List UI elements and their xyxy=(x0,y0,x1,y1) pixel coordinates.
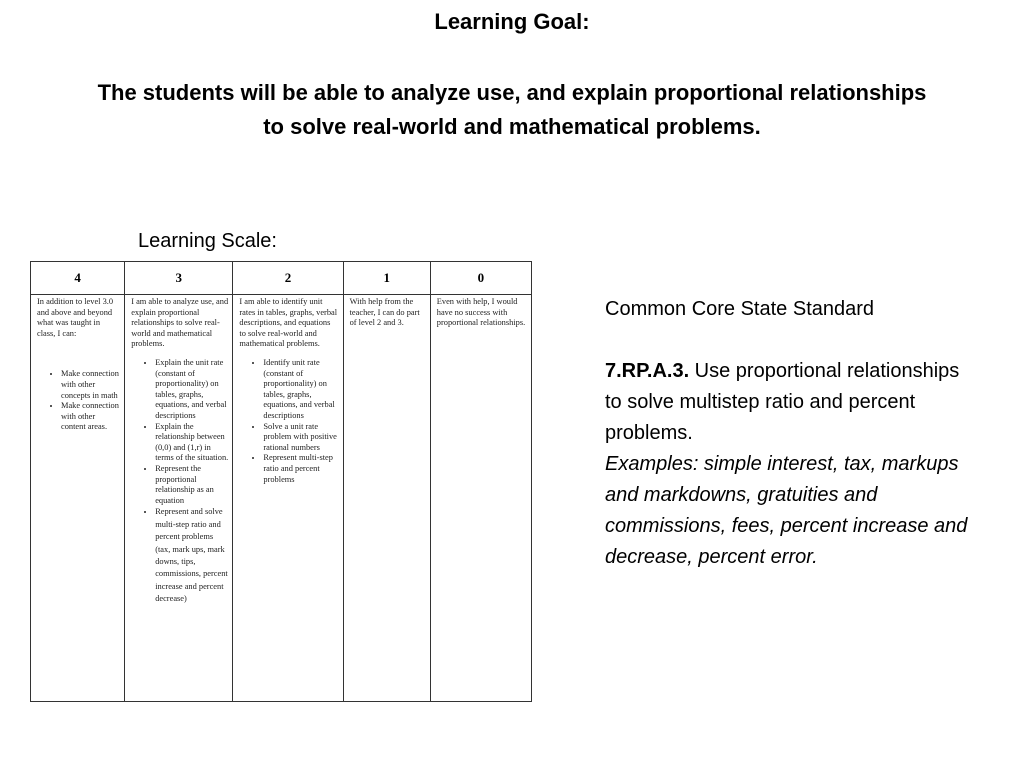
scale-level-4-intro: In addition to level 3.0 and above and beyond what was taught in class, I can: xyxy=(37,297,114,338)
scale-level-2-cell xyxy=(233,295,343,702)
standard-code: 7.RP.A.3. xyxy=(605,360,690,382)
standard-examples: Examples: simple interest, tax, markups and markdowns, gratuities and commissions, fees, percent increase and decrease, percent error. xyxy=(605,453,968,568)
scale-level-1-cell xyxy=(343,295,430,702)
scale-level-0-intro: Even with help, I would have no success with proportional relationships. xyxy=(436,297,526,328)
list-item: • Represent and solve multi-step ratio and percent problems (tax, mark ups, mark downs, tips, commissions, percent increase and percent decrease) xyxy=(155,506,228,605)
scale-level-2-list xyxy=(239,358,338,485)
learning-goal-text: The students will be able to analyze use, and explain proportional relationships to solve real-world and mathematical problems. xyxy=(97,80,927,139)
list-item: • Represent the proportional relationship as an equation xyxy=(155,464,228,506)
list-item: • Identify unit rate (constant of proportionality) on tables, graphs, equations, and verbal descriptions xyxy=(263,358,338,422)
scale-description-row xyxy=(31,295,532,702)
scale-level-0-header: 0 xyxy=(430,262,531,295)
scale-level-4-cell xyxy=(31,295,125,702)
scale-level-3-header: 3 xyxy=(125,262,233,295)
learning-scale-label: Learning Scale: xyxy=(138,230,277,252)
scale-level-3-cell xyxy=(125,295,233,702)
scale-header-row xyxy=(31,262,532,295)
standard-description: Use proportional relationships to solve multistep ratio and percent problems. xyxy=(605,360,960,444)
scale-level-3-list xyxy=(131,358,228,606)
standard-title: Common Core State Standard xyxy=(605,298,875,320)
list-item: • Make connection with other content areas. xyxy=(61,401,120,433)
learning-scale-table xyxy=(30,261,532,702)
scale-level-4-list xyxy=(37,369,120,433)
list-item: • Represent multi-step ratio and percent problems xyxy=(263,453,338,485)
standard-body xyxy=(605,356,975,449)
scale-level-1-header: 1 xyxy=(343,262,430,295)
standard-panel xyxy=(605,294,975,573)
learning-goal-heading: Learning Goal: xyxy=(434,9,590,34)
list-item: • Explain the relationship between (0,0) and (1,r) in terms of the situation. xyxy=(155,422,228,464)
scale-level-2-header: 2 xyxy=(233,262,343,295)
scale-level-0-cell xyxy=(430,295,531,702)
scale-level-3-intro: I am able to analyze use, and explain proportional relationships to solve real-world and mathematical problems. xyxy=(131,297,229,349)
scale-level-4-header: 4 xyxy=(31,262,125,295)
scale-level-1-intro: With help from the teacher, I can do part of level 2 and 3. xyxy=(349,297,420,328)
list-item: • Solve a unit rate problem with positive rational numbers xyxy=(263,422,338,454)
list-item: • Explain the unit rate (constant of proportionality) on tables, graphs, equations, and verbal descriptions xyxy=(155,358,228,422)
scale-level-2-intro: I am able to identify unit rates in tables, graphs, verbal descriptions, and equations to solve real-world and mathematical problems. xyxy=(239,297,338,349)
list-item: • Make connection with other concepts in math xyxy=(61,369,120,401)
